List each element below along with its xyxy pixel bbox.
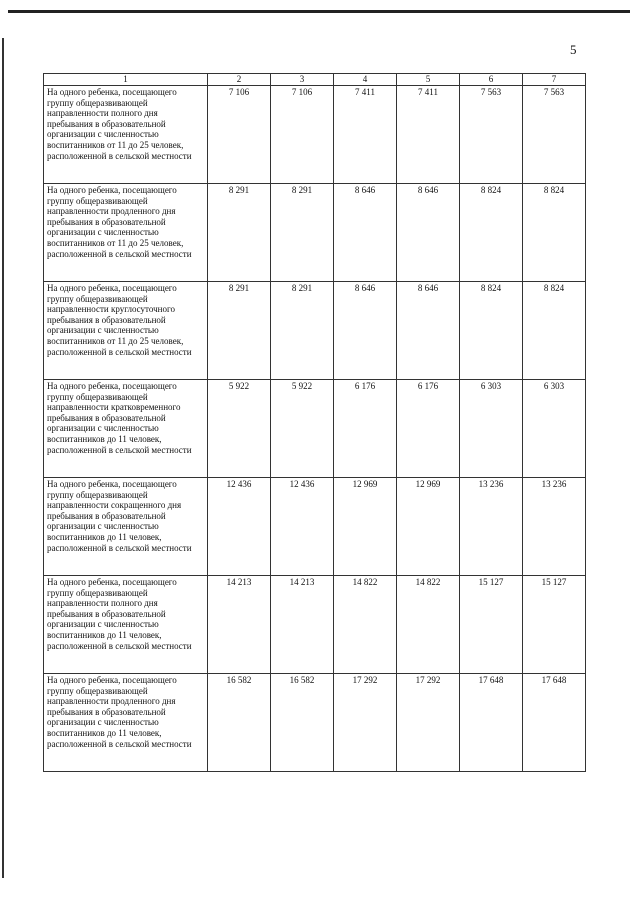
cell-value: 8 291: [208, 282, 271, 380]
column-header: 2: [208, 74, 271, 86]
cell-value: 8 824: [460, 282, 523, 380]
cell-value: 16 582: [208, 674, 271, 772]
cell-value: 8 824: [523, 184, 586, 282]
cell-value: 14 213: [271, 576, 334, 674]
table-row: [44, 86, 586, 184]
cell-value: 12 969: [334, 478, 397, 576]
cell-value: 5 922: [271, 380, 334, 478]
cell-value: 8 646: [334, 282, 397, 380]
row-description: На одного ребенка, посещающего группу общеразвивающей направленности сокращенного дня пребывания в образовательной организации с численностью воспитанников до 11 человек, расположенной в сельской местности: [44, 478, 208, 576]
cell-value: 17 648: [460, 674, 523, 772]
cell-value: 8 646: [397, 184, 460, 282]
column-header: 3: [271, 74, 334, 86]
cell-value: 8 291: [208, 184, 271, 282]
cell-value: 17 292: [397, 674, 460, 772]
cell-value: 7 563: [523, 86, 586, 184]
cell-value: 7 411: [334, 86, 397, 184]
left-margin-rule: [2, 38, 4, 878]
cell-value: 7 106: [271, 86, 334, 184]
page-number: 5: [570, 42, 577, 57]
row-description: На одного ребенка, посещающего группу общеразвивающей направленности полного дня пребывания в образовательной организации с численностью воспитанников до 11 человек, расположенной в сельской местности: [44, 576, 208, 674]
cell-value: 8 291: [271, 184, 334, 282]
cell-value: 6 303: [523, 380, 586, 478]
cell-value: 15 127: [460, 576, 523, 674]
cell-value: 13 236: [460, 478, 523, 576]
cell-value: 12 969: [397, 478, 460, 576]
cell-value: 7 563: [460, 86, 523, 184]
cell-value: 14 213: [208, 576, 271, 674]
row-description: На одного ребенка, посещающего группу общеразвивающей направленности кратковременного пребывания в образовательной организации с численностью воспитанников до 11 человек, расположенной в сельской местности: [44, 380, 208, 478]
table-row: [44, 380, 586, 478]
column-header: 1: [44, 74, 208, 86]
cell-value: 8 646: [397, 282, 460, 380]
table-row: [44, 184, 586, 282]
cell-value: 12 436: [208, 478, 271, 576]
cell-value: 14 822: [334, 576, 397, 674]
cell-value: 8 291: [271, 282, 334, 380]
row-description: На одного ребенка, посещающего группу общеразвивающей направленности продленного дня пребывания в образовательной организации с численностью воспитанников от 11 до 25 человек, расположенной в сельской местности: [44, 184, 208, 282]
table-row: [44, 282, 586, 380]
cell-value: 17 292: [334, 674, 397, 772]
cell-value: 16 582: [271, 674, 334, 772]
table-row: [44, 478, 586, 576]
table-header-row: [44, 74, 586, 86]
table-row: [44, 674, 586, 772]
cell-value: 7 106: [208, 86, 271, 184]
row-description: На одного ребенка, посещающего группу общеразвивающей направленности круглосуточного пребывания в образовательной организации с численностью воспитанников от 11 до 25 человек, расположенной в сельской местности: [44, 282, 208, 380]
table-row: [44, 576, 586, 674]
top-rule: [8, 10, 630, 13]
row-description: На одного ребенка, посещающего группу общеразвивающей направленности полного дня пребывания в образовательной организации с численностью воспитанников от 11 до 25 человек, расположенной в сельской местности: [44, 86, 208, 184]
cell-value: 13 236: [523, 478, 586, 576]
cell-value: 12 436: [271, 478, 334, 576]
cell-value: 6 176: [334, 380, 397, 478]
cell-value: 17 648: [523, 674, 586, 772]
row-description: На одного ребенка, посещающего группу общеразвивающей направленности продленного дня пребывания в образовательной организации с численностью воспитанников до 11 человек, расположенной в сельской местности: [44, 674, 208, 772]
cell-value: 7 411: [397, 86, 460, 184]
column-header: 5: [397, 74, 460, 86]
column-header: 6: [460, 74, 523, 86]
column-header: 7: [523, 74, 586, 86]
cell-value: 15 127: [523, 576, 586, 674]
cost-table: [43, 73, 586, 772]
cell-value: 5 922: [208, 380, 271, 478]
cell-value: 8 824: [523, 282, 586, 380]
column-header: 4: [334, 74, 397, 86]
cell-value: 6 176: [397, 380, 460, 478]
cell-value: 8 646: [334, 184, 397, 282]
cell-value: 14 822: [397, 576, 460, 674]
cell-value: 8 824: [460, 184, 523, 282]
cell-value: 6 303: [460, 380, 523, 478]
